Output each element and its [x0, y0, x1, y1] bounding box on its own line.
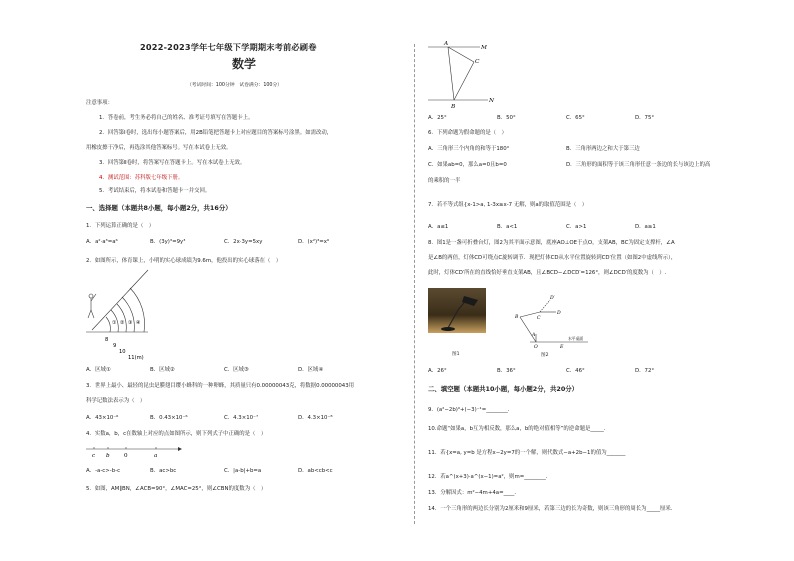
q8-label-o: O [534, 345, 538, 350]
q3-option-b: B．0.43×10⁻⁶ [150, 415, 188, 421]
thrower-leg2-icon [91, 310, 94, 318]
section2-heading: 二、填空题（本题共10小题，每小题2分，共20分） [428, 385, 579, 393]
q5-segment-ab [448, 47, 454, 100]
q2-region-1: ① [112, 320, 117, 326]
q8-line-2: 是∠B的两倍，灯体CD可绕点C旋转调节．现把灯体CD从水平位置旋转到CD′位置（如图2中虚线所示）， [428, 255, 677, 261]
q8-option-d: D．72° [635, 368, 655, 374]
note-4: 4．测试范围：苏科版七年级下册。 [99, 175, 184, 181]
q8-lamp-photo [428, 288, 486, 333]
subject-title: 数学 [232, 57, 257, 71]
q2-region-2: ② [120, 320, 125, 326]
q5-label-c: C [475, 59, 480, 65]
q5-label-n: N [489, 98, 495, 104]
q5-option-b: B．50° [497, 115, 516, 121]
notes-heading: 注意事项： [86, 100, 113, 106]
q13-text: 13．分解因式：m²−4m+4a=____． [428, 490, 520, 496]
q6-stem: 6．下列命题为假命题的是（ ） [428, 130, 507, 136]
q5-segment-cb [454, 62, 474, 100]
q9-text: 9．(a²−2b)⁰+(−3)⁻¹=________． [428, 407, 514, 413]
q6-option-d: D．三角形的面积等于该三角形任意一条边的长与该边上的高 [566, 162, 711, 168]
q6-option-a: A．三角形三个内角的和等于180° [428, 146, 510, 152]
q8-diagram [510, 292, 600, 352]
q2-stem: 2．如图所示，体育课上，小明的实心球成绩为9.6m，他投出的实心球落在（ ） [86, 258, 282, 264]
q4-stem: 4．实数a，b，c在数轴上对应的点如图所示，则下列式子中正确的是（ ） [86, 431, 267, 437]
q3-option-d: D．4.3×10⁻⁸ [298, 415, 333, 421]
note-3: 3．回答第Ⅱ卷时，将答案写在答题卡上。写在本试卷上无效。 [99, 160, 246, 166]
q2-region-4: ④ [136, 320, 141, 326]
q5-label-a: A [444, 41, 449, 47]
q4-option-a: A．-a-c>-b-c [86, 468, 121, 474]
q4-label-b: b [106, 453, 110, 459]
exam-info: （考试时间：100分钟 试卷满分：100分） [187, 83, 283, 88]
q10-text: 10.命题“如果a，b互为相反数，那么a，b的绝对值相等”的逆命题是_____． [428, 426, 610, 432]
q1-option-c: C．2x·3y=5xy [224, 239, 263, 245]
q8-option-b: B．36° [497, 368, 516, 374]
q5-stem: 5．如图，AM∥BN，∠ACB=90°，∠MAC=25°，则∠CBN的度数为（ ） [86, 486, 267, 492]
q4-option-c: C．|a-b|+b=a [224, 468, 262, 474]
q2-throw-figure [86, 270, 176, 362]
q2-label-11m: 11(m) [128, 355, 144, 361]
q6-option-c: C．如果ab=0，那么a=0且b=0 [428, 162, 507, 168]
q4-number-line [86, 443, 186, 459]
q1-option-b: B．(3y)³=9y³ [150, 239, 186, 245]
q8-label-d: D [557, 311, 561, 316]
q2-label-8: 8 [105, 337, 109, 343]
q1-option-a: A．a²·a³=a⁶ [86, 239, 118, 245]
q5-label-m: M [481, 45, 487, 51]
q8-label-d-prime: D′ [550, 296, 555, 301]
q5-label-b: B [451, 104, 456, 110]
q5-option-d: D．75° [635, 115, 655, 121]
q8-label-desk: 水平桌面 [568, 336, 584, 341]
q3-option-a: A．43×10⁻⁶ [86, 415, 119, 421]
q8-arm-ab [520, 317, 536, 342]
q7-option-d: D．a≥1 [635, 224, 656, 230]
q7-option-a: A．a≤1 [428, 224, 449, 230]
q6-option-d-cont: 的乘积的一半 [428, 178, 461, 184]
thrower-arm-icon [91, 294, 96, 301]
q3-stem-1: 3．世界上最小、最轻的昆虫是膜翅目缨小蜂科的一种卵蜂，其质量只有0.00000043克，将数据0.00000043用 [86, 383, 355, 389]
q2-region-3: ③ [128, 320, 133, 326]
q3-stem-2: 科学记数法表示为（ ） [86, 398, 146, 404]
q2-option-b: B．区域② [150, 367, 175, 373]
thrower-head-icon [89, 294, 93, 298]
q2-option-c: C．区域③ [224, 367, 249, 373]
q8-label-a: A [532, 333, 536, 338]
q8-label-c: C [537, 316, 541, 321]
q5-segment-ac [448, 47, 474, 62]
q8-option-a: A．26° [428, 368, 447, 374]
q12-text: 12．若a^(x+3)·a^(x−1)=a²，则m=________． [428, 474, 552, 480]
q1-option-d: D．(x²)³=x⁶ [298, 239, 330, 245]
q8-label-e: E [560, 345, 564, 350]
q14-text: 14．一个三角形的两边长分别为2厘米和9厘米，若第三边的长为奇数，则该三角形的周长为_____厘米． [428, 506, 677, 512]
q7-option-c: C．a>1 [566, 224, 587, 230]
q2-option-d: D．区域④ [298, 367, 324, 373]
q4-axis-arrow-icon [178, 447, 182, 451]
q7-stem: 7．若不等式组{x-1>a, 1-3x≥x-7 无解，则a的取值范围是（ ） [428, 202, 588, 208]
note-2-cont: 用橡皮擦干净后，再选涂其他答案标号。写在本试卷上无效。 [86, 145, 232, 151]
q7-option-b: B．a<1 [497, 224, 518, 230]
q5-parallel-figure [428, 40, 508, 110]
note-2: 2．回答第Ⅰ卷时，选出每小题答案后，用2B铅笔把答题卡上对应题目的答案标号涂黑。如需改动， [99, 130, 333, 136]
q8-label-b: B [515, 315, 519, 320]
q8-line-3: 此时，灯体CD′所在的直线恰好垂直支架AB，且∠BCD−∠DCD′=126°，则∠DCD′的度数为（ ）. [428, 270, 667, 276]
q3-option-c: C．4.3×10⁻⁷ [224, 415, 259, 421]
note-1: 1．答卷前，考生务必将自己的姓名、准考证号填写在答题卡上。 [99, 115, 254, 121]
q8-figure-2-caption: 图2 [541, 353, 549, 358]
note-5: 5．考试结束后，将本试卷和答题卡一并交回。 [99, 188, 211, 194]
q2-arc-8 [106, 317, 110, 332]
section1-heading: 一、选择题（本题共8小题，每小题2分，共16分） [86, 204, 232, 212]
column-divider [414, 44, 415, 524]
q5-option-c: C．65° [566, 115, 585, 121]
thrower-leg-icon [88, 310, 91, 318]
q8-option-c: C．46° [566, 368, 585, 374]
q2-label-9: 9 [113, 343, 117, 349]
q1-stem: 1．下列运算正确的是（ ） [86, 223, 155, 229]
q2-option-a: A．区域① [86, 367, 111, 373]
q11-text: 11．若{x=a, y=b 是方程x−2y=7的一个解，则代数式−a+2b−1的值为_______ [428, 450, 626, 456]
q4-option-b: B．ac>bc [150, 468, 177, 474]
q4-label-0: 0 [124, 453, 128, 459]
q4-option-d: D．ab<cb<c [298, 468, 333, 474]
q4-label-c: c [92, 453, 96, 459]
desk-lamp-icon [428, 288, 486, 333]
q2-label-10: 10 [119, 349, 126, 355]
exam-title: 2022-2023学年七年级下学期期末考前必刷卷 [140, 42, 317, 52]
q6-option-b: B．三角形两边之和大于第三边 [566, 146, 640, 152]
q5-option-a: A．25° [428, 115, 447, 121]
q8-line-1: 8．图1是一盏可折叠台灯，图2为其平面示意图，底座AO⊥OE于点O，支架AB，BC为固定支撑杆，∠A [428, 240, 675, 246]
q8-lamp-cd-prime [540, 300, 550, 312]
q8-figure-1-caption: 图1 [452, 352, 460, 357]
q4-label-a: a [154, 453, 158, 459]
